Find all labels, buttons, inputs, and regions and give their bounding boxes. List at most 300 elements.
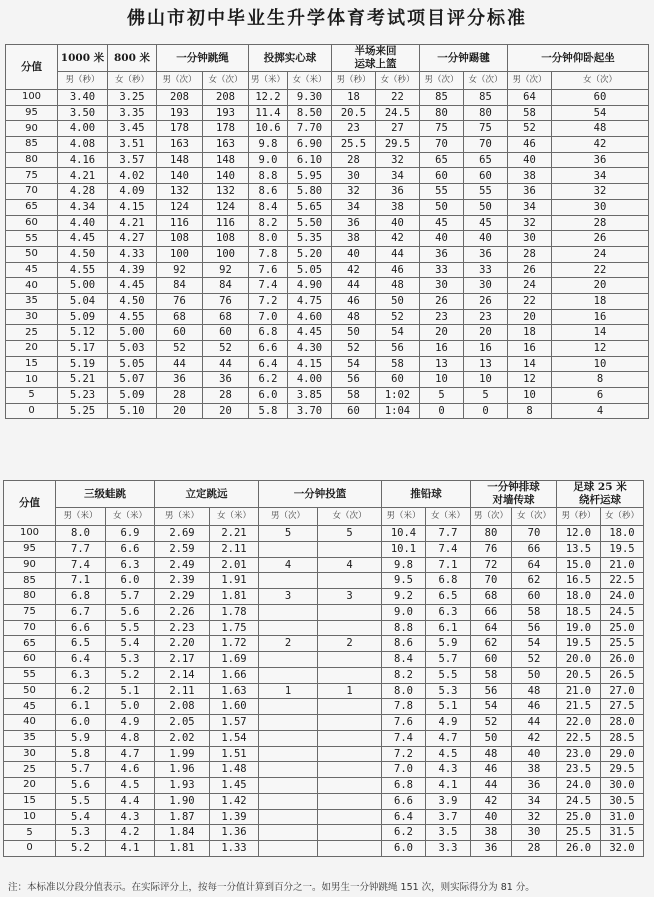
standard-value-cell: 108 bbox=[203, 231, 249, 247]
standard-value-cell: 28.5 bbox=[601, 730, 644, 746]
standard-value-cell: 40 bbox=[508, 152, 552, 168]
standard-value-cell: 76 bbox=[157, 293, 203, 309]
standard-value-cell: 1.42 bbox=[210, 793, 259, 809]
table2-group-header: 三级蛙跳 bbox=[56, 481, 155, 508]
standard-value-cell: 62 bbox=[512, 573, 557, 589]
table-row bbox=[6, 215, 649, 231]
standard-value-cell: 124 bbox=[203, 199, 249, 215]
standard-value-cell: 4.45 bbox=[108, 278, 157, 294]
standard-value-cell: 36 bbox=[157, 372, 203, 388]
standard-value-cell: 4.21 bbox=[108, 215, 157, 231]
score-value-cell: 80 bbox=[4, 589, 56, 605]
page-title: 佛山市初中毕业生升学体育考试项目评分标准 bbox=[127, 8, 527, 29]
standard-value-cell: 46 bbox=[508, 137, 552, 153]
standard-value-cell: 163 bbox=[203, 137, 249, 153]
standard-value-cell: 0 bbox=[420, 403, 464, 419]
standard-value-cell: 5.7 bbox=[106, 589, 155, 605]
standard-value-cell: 20.5 bbox=[557, 667, 601, 683]
standard-value-cell: 7.1 bbox=[426, 557, 471, 573]
standard-value-cell: 54 bbox=[552, 105, 649, 121]
standard-value-cell: 6.4 bbox=[382, 809, 426, 825]
standard-value-cell: 8.8 bbox=[382, 620, 426, 636]
standard-value-cell: 1.33 bbox=[210, 841, 259, 857]
standard-value-cell: 25.0 bbox=[601, 620, 644, 636]
standard-value-cell: 5.50 bbox=[288, 215, 332, 231]
standard-value-cell: 4 bbox=[552, 403, 649, 419]
table2-subheader: 女（米） bbox=[106, 508, 155, 526]
standard-value-cell: 31.5 bbox=[601, 825, 644, 841]
standard-value-cell: 20 bbox=[552, 278, 649, 294]
table-row bbox=[6, 121, 649, 137]
standard-value-cell: 3.25 bbox=[108, 90, 157, 106]
standard-value-cell: 8.0 bbox=[56, 526, 106, 542]
standard-value-cell bbox=[318, 667, 382, 683]
standard-value-cell: 5.80 bbox=[288, 184, 332, 200]
standard-value-cell: 50 bbox=[471, 730, 512, 746]
score-value-cell: 100 bbox=[4, 526, 56, 542]
standard-value-cell: 5.12 bbox=[58, 325, 108, 341]
standard-value-cell: 55 bbox=[464, 184, 508, 200]
standard-value-cell: 1 bbox=[318, 683, 382, 699]
score-value-cell: 20 bbox=[6, 341, 58, 357]
standard-value-cell: 2.02 bbox=[155, 730, 210, 746]
standard-value-cell: 44 bbox=[376, 246, 420, 262]
score-value-cell: 45 bbox=[4, 699, 56, 715]
standard-value-cell: 100 bbox=[203, 246, 249, 262]
standard-value-cell: 38 bbox=[332, 231, 376, 247]
table2-group-header: 一分钟投篮 bbox=[259, 481, 382, 508]
score-value-cell: 85 bbox=[6, 137, 58, 153]
standard-value-cell: 193 bbox=[203, 105, 249, 121]
standard-value-cell: 5.9 bbox=[426, 636, 471, 652]
standard-value-cell: 4.7 bbox=[426, 730, 471, 746]
table2-subheader: 男（米） bbox=[155, 508, 210, 526]
standard-value-cell: 4.3 bbox=[106, 809, 155, 825]
score-value-cell: 95 bbox=[4, 541, 56, 557]
standard-value-cell: 10 bbox=[420, 372, 464, 388]
standard-value-cell: 12 bbox=[508, 372, 552, 388]
standard-value-cell: 7.4 bbox=[56, 557, 106, 573]
standard-value-cell: 64 bbox=[512, 557, 557, 573]
standard-value-cell: 8.4 bbox=[382, 652, 426, 668]
standard-value-cell: 6.8 bbox=[249, 325, 288, 341]
standard-value-cell: 27.0 bbox=[601, 683, 644, 699]
standard-value-cell: 8.6 bbox=[382, 636, 426, 652]
standard-value-cell: 4.1 bbox=[106, 841, 155, 857]
standard-value-cell: 116 bbox=[203, 215, 249, 231]
standard-value-cell: 54 bbox=[512, 636, 557, 652]
table-row bbox=[6, 388, 649, 404]
standard-value-cell: 42 bbox=[512, 730, 557, 746]
standard-value-cell: 48 bbox=[512, 683, 557, 699]
standard-value-cell: 16 bbox=[552, 309, 649, 325]
standard-value-cell: 3.40 bbox=[58, 90, 108, 106]
standard-value-cell: 64 bbox=[508, 90, 552, 106]
table-row bbox=[6, 105, 649, 121]
standard-value-cell: 4.34 bbox=[58, 199, 108, 215]
standard-value-cell: 26.0 bbox=[557, 841, 601, 857]
table-row bbox=[4, 667, 644, 683]
standard-value-cell: 38 bbox=[376, 199, 420, 215]
standard-value-cell: 6.0 bbox=[106, 573, 155, 589]
standard-value-cell: 40 bbox=[464, 231, 508, 247]
standard-value-cell: 1.48 bbox=[210, 762, 259, 778]
standard-value-cell: 1.84 bbox=[155, 825, 210, 841]
standard-value-cell: 32 bbox=[512, 809, 557, 825]
standard-value-cell: 193 bbox=[157, 105, 203, 121]
standard-value-cell: 4.16 bbox=[58, 152, 108, 168]
standard-value-cell: 26 bbox=[420, 293, 464, 309]
score-value-cell: 50 bbox=[6, 246, 58, 262]
standard-value-cell: 24.0 bbox=[557, 778, 601, 794]
score-table-1 bbox=[5, 44, 649, 419]
standard-value-cell: 3.5 bbox=[426, 825, 471, 841]
standard-value-cell: 18.0 bbox=[601, 526, 644, 542]
standard-value-cell: 75 bbox=[464, 121, 508, 137]
standard-value-cell: 38 bbox=[508, 168, 552, 184]
standard-value-cell bbox=[318, 825, 382, 841]
standard-value-cell: 4.28 bbox=[58, 184, 108, 200]
score-value-cell: 35 bbox=[4, 730, 56, 746]
standard-value-cell: 26 bbox=[464, 293, 508, 309]
standard-value-cell: 4.08 bbox=[58, 137, 108, 153]
table-row bbox=[6, 278, 649, 294]
table-row bbox=[4, 573, 644, 589]
standard-value-cell: 5.00 bbox=[58, 278, 108, 294]
standard-value-cell bbox=[259, 825, 318, 841]
standard-value-cell: 9.0 bbox=[249, 152, 288, 168]
standard-value-cell: 70 bbox=[464, 137, 508, 153]
standard-value-cell: 3.3 bbox=[426, 841, 471, 857]
standard-value-cell: 6.6 bbox=[249, 341, 288, 357]
standard-value-cell bbox=[318, 715, 382, 731]
standard-value-cell: 2.01 bbox=[210, 557, 259, 573]
standard-value-cell: 38 bbox=[512, 762, 557, 778]
standard-value-cell: 25.0 bbox=[557, 809, 601, 825]
standard-value-cell: 5.09 bbox=[58, 309, 108, 325]
standard-value-cell: 6.6 bbox=[382, 793, 426, 809]
standard-value-cell: 3.51 bbox=[108, 137, 157, 153]
standard-value-cell: 20 bbox=[508, 309, 552, 325]
standard-value-cell: 36 bbox=[512, 778, 557, 794]
standard-value-cell: 6.90 bbox=[288, 137, 332, 153]
standard-value-cell: 9.0 bbox=[382, 604, 426, 620]
standard-value-cell: 60 bbox=[464, 168, 508, 184]
standard-value-cell: 2.39 bbox=[155, 573, 210, 589]
score-value-cell: 70 bbox=[4, 620, 56, 636]
standard-value-cell: 18 bbox=[508, 325, 552, 341]
score-value-cell: 10 bbox=[6, 372, 58, 388]
standard-value-cell: 23 bbox=[464, 309, 508, 325]
standard-value-cell: 24.5 bbox=[376, 105, 420, 121]
standard-value-cell: 30.5 bbox=[601, 793, 644, 809]
standard-value-cell: 24.5 bbox=[601, 604, 644, 620]
standard-value-cell: 60 bbox=[512, 589, 557, 605]
standard-value-cell: 30.0 bbox=[601, 778, 644, 794]
standard-value-cell: 46 bbox=[512, 699, 557, 715]
score-value-cell: 65 bbox=[6, 199, 58, 215]
standard-value-cell: 6.10 bbox=[288, 152, 332, 168]
table1-subheader: 男（秒） bbox=[332, 72, 376, 90]
standard-value-cell: 15.0 bbox=[557, 557, 601, 573]
standard-value-cell: 4.15 bbox=[288, 356, 332, 372]
standard-value-cell: 4.50 bbox=[108, 293, 157, 309]
standard-value-cell: 12.2 bbox=[249, 90, 288, 106]
standard-value-cell: 4.09 bbox=[108, 184, 157, 200]
standard-value-cell: 5.19 bbox=[58, 356, 108, 372]
table1-group-header: 一分钟踢毽 bbox=[420, 45, 508, 72]
table1-subheader-row bbox=[6, 72, 649, 90]
standard-value-cell: 4.55 bbox=[108, 309, 157, 325]
standard-value-cell: 16 bbox=[464, 341, 508, 357]
standard-value-cell: 52 bbox=[471, 715, 512, 731]
standard-value-cell: 30 bbox=[512, 825, 557, 841]
score-value-cell: 5 bbox=[6, 388, 58, 404]
standard-value-cell: 1.81 bbox=[155, 841, 210, 857]
score-value-cell: 85 bbox=[4, 573, 56, 589]
standard-value-cell: 18 bbox=[332, 90, 376, 106]
standard-value-cell: 5.7 bbox=[56, 762, 106, 778]
standard-value-cell: 5.20 bbox=[288, 246, 332, 262]
standard-value-cell: 40 bbox=[471, 809, 512, 825]
standard-value-cell: 2.23 bbox=[155, 620, 210, 636]
standard-value-cell: 4.1 bbox=[426, 778, 471, 794]
standard-value-cell: 1.39 bbox=[210, 809, 259, 825]
table-row bbox=[4, 730, 644, 746]
standard-value-cell bbox=[318, 730, 382, 746]
standard-value-cell: 3.50 bbox=[58, 105, 108, 121]
standard-value-cell: 16 bbox=[508, 341, 552, 357]
standard-value-cell: 6.6 bbox=[106, 541, 155, 557]
standard-value-cell: 5.6 bbox=[56, 778, 106, 794]
standard-value-cell: 25.5 bbox=[332, 137, 376, 153]
standard-value-cell: 1.90 bbox=[155, 793, 210, 809]
standard-value-cell: 23.0 bbox=[557, 746, 601, 762]
standard-value-cell: 4 bbox=[259, 557, 318, 573]
standard-value-cell: 52 bbox=[157, 341, 203, 357]
standard-value-cell: 5 bbox=[464, 388, 508, 404]
standard-value-cell: 5.00 bbox=[108, 325, 157, 341]
standard-value-cell: 10.6 bbox=[249, 121, 288, 137]
table-row bbox=[6, 262, 649, 278]
score-value-cell: 25 bbox=[4, 762, 56, 778]
standard-value-cell: 6.1 bbox=[426, 620, 471, 636]
standard-value-cell: 4.2 bbox=[106, 825, 155, 841]
standard-value-cell: 32 bbox=[376, 152, 420, 168]
standard-value-cell: 4.50 bbox=[58, 246, 108, 262]
table2-subheader: 女（次） bbox=[512, 508, 557, 526]
standard-value-cell bbox=[259, 746, 318, 762]
standard-value-cell: 3.85 bbox=[288, 388, 332, 404]
standard-value-cell: 1.78 bbox=[210, 604, 259, 620]
standard-value-cell: 36 bbox=[376, 184, 420, 200]
standard-value-cell: 22 bbox=[508, 293, 552, 309]
standard-value-cell: 7.0 bbox=[249, 309, 288, 325]
standard-value-cell: 3.70 bbox=[288, 403, 332, 419]
standard-value-cell: 70 bbox=[471, 573, 512, 589]
standard-value-cell: 26.0 bbox=[601, 652, 644, 668]
standard-value-cell: 68 bbox=[471, 589, 512, 605]
table-row bbox=[4, 683, 644, 699]
standard-value-cell: 2.59 bbox=[155, 541, 210, 557]
standard-value-cell: 20 bbox=[464, 325, 508, 341]
standard-value-cell: 26 bbox=[552, 231, 649, 247]
standard-value-cell: 14 bbox=[508, 356, 552, 372]
standard-value-cell: 34 bbox=[512, 793, 557, 809]
standard-value-cell: 54 bbox=[471, 699, 512, 715]
standard-value-cell bbox=[259, 762, 318, 778]
standard-value-cell: 3 bbox=[318, 589, 382, 605]
standard-value-cell: 8.8 bbox=[249, 168, 288, 184]
standard-value-cell: 6.5 bbox=[56, 636, 106, 652]
table-row bbox=[6, 199, 649, 215]
standard-value-cell: 40 bbox=[332, 246, 376, 262]
standard-value-cell: 1.54 bbox=[210, 730, 259, 746]
standard-value-cell: 10 bbox=[552, 356, 649, 372]
standard-value-cell: 1.69 bbox=[210, 652, 259, 668]
standard-value-cell: 21.5 bbox=[557, 699, 601, 715]
standard-value-cell: 6.8 bbox=[56, 589, 106, 605]
standard-value-cell: 44 bbox=[471, 778, 512, 794]
standard-value-cell: 64 bbox=[471, 620, 512, 636]
standard-value-cell: 52 bbox=[376, 309, 420, 325]
standard-value-cell: 4.6 bbox=[106, 762, 155, 778]
standard-value-cell: 28 bbox=[552, 215, 649, 231]
table-row bbox=[4, 526, 644, 542]
standard-value-cell: 52 bbox=[508, 121, 552, 137]
standard-value-cell: 4.45 bbox=[288, 325, 332, 341]
table-row bbox=[4, 620, 644, 636]
table2-subheader: 男（米） bbox=[56, 508, 106, 526]
standard-value-cell: 50 bbox=[376, 293, 420, 309]
table1-group-header: 投掷实心球 bbox=[249, 45, 332, 72]
standard-value-cell: 5 bbox=[259, 526, 318, 542]
standard-value-cell: 8 bbox=[552, 372, 649, 388]
table2-group-header: 立定跳远 bbox=[155, 481, 259, 508]
table1-group-header: 1000 米 bbox=[58, 45, 108, 72]
score-value-cell: 95 bbox=[6, 105, 58, 121]
score-value-cell: 70 bbox=[6, 184, 58, 200]
table-row bbox=[4, 604, 644, 620]
standard-value-cell: 20.0 bbox=[557, 652, 601, 668]
table1-subheader: 女（次） bbox=[552, 72, 649, 90]
standard-value-cell: 3.7 bbox=[426, 809, 471, 825]
standard-value-cell: 48 bbox=[376, 278, 420, 294]
standard-value-cell: 68 bbox=[203, 309, 249, 325]
standard-value-cell: 124 bbox=[157, 199, 203, 215]
standard-value-cell: 85 bbox=[464, 90, 508, 106]
standard-value-cell: 6.0 bbox=[382, 841, 426, 857]
standard-value-cell: 2.49 bbox=[155, 557, 210, 573]
standard-value-cell bbox=[318, 841, 382, 857]
standard-value-cell: 5.9 bbox=[56, 730, 106, 746]
standard-value-cell: 3 bbox=[259, 589, 318, 605]
standard-value-cell: 5.5 bbox=[426, 667, 471, 683]
standard-value-cell bbox=[318, 762, 382, 778]
standard-value-cell: 4.7 bbox=[106, 746, 155, 762]
standard-value-cell: 70 bbox=[512, 526, 557, 542]
standard-value-cell: 44 bbox=[512, 715, 557, 731]
table-row bbox=[4, 778, 644, 794]
standard-value-cell: 40 bbox=[420, 231, 464, 247]
standard-value-cell: 4 bbox=[318, 557, 382, 573]
score-value-cell: 40 bbox=[6, 278, 58, 294]
standard-value-cell: 7.6 bbox=[249, 262, 288, 278]
standard-value-cell: 7.4 bbox=[382, 730, 426, 746]
standard-value-cell: 5.21 bbox=[58, 372, 108, 388]
standard-value-cell: 58 bbox=[512, 604, 557, 620]
score-value-cell: 45 bbox=[6, 262, 58, 278]
standard-value-cell: 7.2 bbox=[382, 746, 426, 762]
table-row bbox=[4, 746, 644, 762]
standard-value-cell: 42 bbox=[552, 137, 649, 153]
standard-value-cell: 36 bbox=[464, 246, 508, 262]
standard-value-cell: 5.25 bbox=[58, 403, 108, 419]
standard-value-cell: 7.6 bbox=[382, 715, 426, 731]
score-value-cell: 20 bbox=[4, 778, 56, 794]
table1-subheader: 男（米） bbox=[249, 72, 288, 90]
standard-value-cell: 54 bbox=[376, 325, 420, 341]
standard-value-cell: 24.5 bbox=[557, 793, 601, 809]
standard-value-cell: 36 bbox=[508, 184, 552, 200]
standard-value-cell: 5.7 bbox=[426, 652, 471, 668]
standard-value-cell: 6.3 bbox=[56, 667, 106, 683]
table1-subheader: 女（次） bbox=[203, 72, 249, 90]
standard-value-cell: 60 bbox=[471, 652, 512, 668]
score-value-cell: 30 bbox=[4, 746, 56, 762]
footnote: 注：本标准以分段分值表示。在实际评分上，按每一分值计算到百分之一。如男生一分钟跳绳 151 次，则实际得分为 81 分。 bbox=[8, 882, 535, 893]
standard-value-cell: 5.6 bbox=[106, 604, 155, 620]
standard-value-cell: 72 bbox=[471, 557, 512, 573]
standard-value-cell: 8.4 bbox=[249, 199, 288, 215]
standard-value-cell: 10 bbox=[508, 388, 552, 404]
standard-value-cell: 5.35 bbox=[288, 231, 332, 247]
standard-value-cell: 5.8 bbox=[56, 746, 106, 762]
score-value-cell: 60 bbox=[6, 215, 58, 231]
standard-value-cell: 23.5 bbox=[557, 762, 601, 778]
standard-value-cell: 5.0 bbox=[106, 699, 155, 715]
standard-value-cell: 28 bbox=[512, 841, 557, 857]
standard-value-cell: 22 bbox=[552, 262, 649, 278]
standard-value-cell: 2 bbox=[318, 636, 382, 652]
standard-value-cell: 22.5 bbox=[557, 730, 601, 746]
standard-value-cell: 1.96 bbox=[155, 762, 210, 778]
standard-value-cell: 2.08 bbox=[155, 699, 210, 715]
standard-value-cell: 4.00 bbox=[58, 121, 108, 137]
standard-value-cell: 44 bbox=[157, 356, 203, 372]
standard-value-cell: 52 bbox=[203, 341, 249, 357]
standard-value-cell: 26.5 bbox=[601, 667, 644, 683]
score-value-cell: 100 bbox=[6, 90, 58, 106]
score-value-cell: 5 bbox=[4, 825, 56, 841]
standard-value-cell: 5.5 bbox=[106, 620, 155, 636]
standard-value-cell: 42 bbox=[471, 793, 512, 809]
table2-subheader: 男（次） bbox=[259, 508, 318, 526]
standard-value-cell: 140 bbox=[203, 168, 249, 184]
standard-value-cell: 50 bbox=[332, 325, 376, 341]
table-row bbox=[4, 793, 644, 809]
standard-value-cell: 5.65 bbox=[288, 199, 332, 215]
standard-value-cell: 1:04 bbox=[376, 403, 420, 419]
standard-value-cell: 66 bbox=[512, 541, 557, 557]
standard-value-cell: 45 bbox=[464, 215, 508, 231]
standard-value-cell: 5.10 bbox=[108, 403, 157, 419]
standard-value-cell: 6.2 bbox=[56, 683, 106, 699]
standard-value-cell: 32 bbox=[508, 215, 552, 231]
standard-value-cell bbox=[318, 809, 382, 825]
standard-value-cell: 3.45 bbox=[108, 121, 157, 137]
standard-value-cell: 2.17 bbox=[155, 652, 210, 668]
